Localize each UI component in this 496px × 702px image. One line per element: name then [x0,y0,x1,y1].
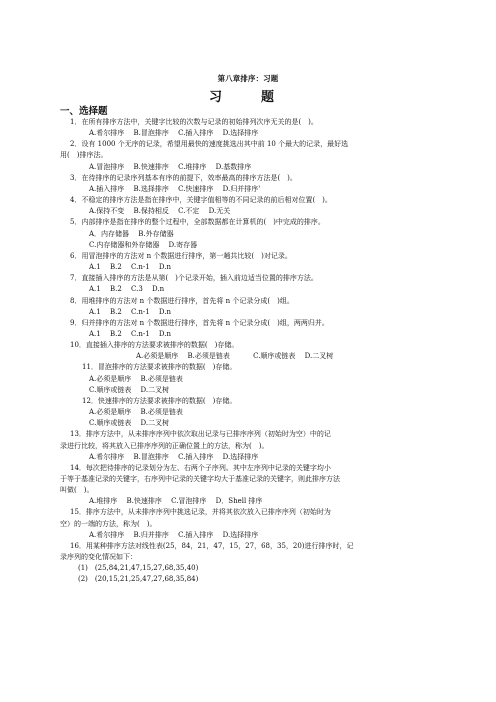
text-line: A.插入排序 B.选择排序 C.快速排序 D.归并排序' [89,185,261,193]
text-line: 13．排序方法中，从未排序序列中依次取出记录与已排序序列（初始时为空）中的记 [70,430,331,438]
page-title: 习 题 [208,90,287,105]
text-line: C.内存储器和外存储器 D.寄存器 [89,241,198,249]
text-line: 10．直接插入排序的方法要求被排序的数据( )存储。 [70,341,239,349]
text-line: 15．排序方法中，从未排序序列中挑选记录，并将其依次放入已排序序列（初始时为 [70,508,331,516]
text-line: 于等于基准记录的关键字，右序列中记录的关键字均大于基准记录的关键字，则此排序方法 [60,475,340,483]
text-line: A.堆排序 B.快速排序 C.冒泡排序 D．Shell 排序 [89,497,263,505]
text-line: (1) (25,84,21,47,15,27,68,35,40) [78,564,199,572]
text-line: 6．用冒泡排序的方法对 n 个数据进行排序，第一趟共比较( )对记录。 [70,252,292,260]
text-line: (2) (20,15,21,25,47,27,68,35,84) [78,575,199,583]
text-line: A.必须是顺序 B.必须是链表 C.顺序或链表 D.二叉树 [136,352,334,360]
text-line: A.希尔排序 B.冒泡排序 C.插入排序 D.选择排序 [89,453,259,461]
text-line: A.希尔排序 B.归并排序 C.插入排序 D.选择排序 [89,531,259,539]
text-line: 空）的一端的方法，称为( )。 [60,520,157,528]
text-line: A.1 B.2 C.n-1 D.n [89,330,171,338]
text-line: 11．冒泡排序的方法要求被排序的数据( )存储。 [82,363,237,371]
text-line: C.顺序或链表 D.二叉树 [89,419,170,427]
text-line: 录进行比较，将其放入已排序序列的正确位置上的方法，称为( )。 [60,442,269,450]
text-line: 4．不稳定的排序方法是指在排序中，关键字值相等的不同记录的前后相对位置( )。 [70,196,332,204]
text-line: A.必须是顺序 B.必须是链表 [89,408,183,416]
text-line: A.保持不变 B.保持相反 C.不定 D.无关 [89,207,231,215]
text-line: 用( )排序法。 [60,151,108,159]
text-line: 14．每次把待排序的记录划分为左、右两个子序列。其中左序列中记录的关键字均小 [70,464,331,472]
text-line: 12．快速排序的方法要求被排序的数据( )存储。 [82,397,237,405]
text-line: A.希尔排序 B.冒泡排序 C.插入排序 D.选择排序 [89,129,259,137]
section-heading: 一、选择题 [60,106,108,117]
text-line: A.冒泡排序 B.快速排序 C.堆排序 D.基数排序 [89,163,252,171]
text-line: A.1 B.2 C.n-1 D.n [89,263,171,271]
text-line: 叫做( )。 [60,486,94,494]
text-line: A.1 B.2 C.n-1 D.n [89,308,171,316]
text-line: 9．归并排序的方法对 n 个数据进行排序，首先将 n 个记录分成( )组，两两归并。 [70,319,329,327]
text-line: 5．内部排序是指在排序的整个过程中，全部数据都在计算机的( )中完成的排序。 [70,218,325,226]
text-line: A.1 B.2 C.3 D.n [89,285,165,293]
text-line: 7．直接插入排序的方法是从第( )个记录开始，插入前边适当位置的排序方法。 [70,274,318,282]
text-line: A.必须是顺序 B.必须是链表 [89,375,183,383]
text-line: 8．用堆排序的方法对 n 个数据进行排序，首先将 n 个记录分成( )组。 [70,297,294,305]
text-line: 录序列的变化情况如下： [60,553,137,561]
text-line: C.顺序或链表 D.二叉树 [89,386,170,394]
text-line: 3．在待排序的记录序列基本有序的前提下，效率最高的排序方法是( )。 [70,174,297,182]
chapter-title: 第八章排序：习题 [217,74,279,83]
text-line: 1．在所有排序方法中，关键字比较的次数与记录的初始排列次序无关的是( )。 [70,118,318,126]
text-line: 2．设有 1000 个无序的记录，希望用最快的速度挑选出其中前 10 个最大的记录，最好选 [70,140,349,148]
text-line: 16．用某种排序方法对线性表(25，84，21，47，15，27，68，35，20)进行排序时，记 [70,542,354,550]
text-line: A．内存储器 B.外存储器 [89,230,174,238]
